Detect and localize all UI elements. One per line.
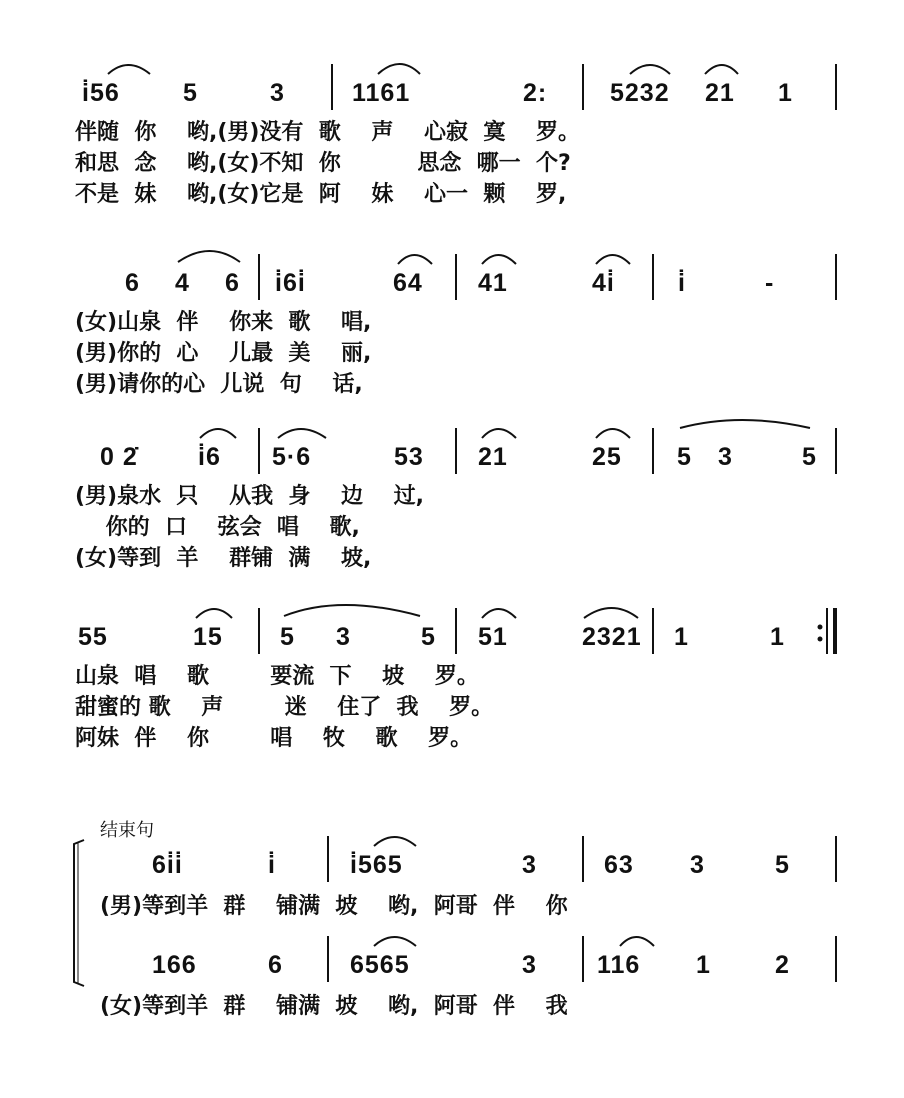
note-group: 6 [225, 269, 240, 297]
note-group: i̇ [268, 851, 276, 879]
lyric-line: 山泉 唱 歌 要流 下 坡 罗。 [75, 664, 479, 689]
slur-marks [0, 622, 904, 662]
note-group: 2 [775, 951, 790, 979]
note-group: 5·6 [272, 443, 312, 471]
lyric-line: (男)等到羊 群 铺满 坡 哟, 阿哥 伴 你 [100, 894, 568, 919]
slur-marks [0, 78, 904, 118]
note-group: 3 [522, 851, 537, 879]
note-group: 1 [778, 79, 793, 107]
note-group: 3 [690, 851, 705, 879]
note-group: 1 [696, 951, 711, 979]
slur-marks [0, 442, 904, 482]
note-group: i̇6i̇ [275, 269, 306, 297]
lyric-line: 阿妹 伴 你 唱 牧 歌 罗。 [75, 726, 473, 751]
lyric-line: 甜蜜的 歌 声 迷 住了 我 罗。 [75, 695, 494, 720]
lyric-line: (女)等到 羊 群铺 满 坡, [75, 546, 372, 571]
note-group: 5 [677, 443, 692, 471]
lyric-line: (男)请你的心 儿说 句 话, [75, 372, 363, 397]
note-group: 4i̇ [592, 269, 615, 297]
note-group: 5 [775, 851, 790, 879]
note-group: 6565 [350, 951, 410, 979]
note-group: 15 [193, 623, 223, 651]
note-group: 5 [802, 443, 817, 471]
note-group: 2: [523, 79, 548, 107]
note-group: 166 [152, 951, 197, 979]
note-group: 63 [604, 851, 634, 879]
note-group: 1 [674, 623, 689, 651]
note-group: 3 [718, 443, 733, 471]
note-group: 5 [183, 79, 198, 107]
note-group: 5 [280, 623, 295, 651]
note-group: i̇6 [198, 443, 221, 471]
note-group: 64 [393, 269, 423, 297]
system-4 [0, 622, 904, 762]
slur-marks [0, 268, 904, 308]
lyric-line: 伴随 你 哟,(男)没有 歌 声 心寂 寞 罗。 [75, 120, 580, 145]
lyric-line: (女)山泉 伴 你来 歌 唱, [75, 310, 372, 335]
note-group: 51 [478, 623, 508, 651]
ending-male-part [0, 850, 904, 930]
note-group: 6i̇i̇ [152, 851, 183, 879]
note-group: 21 [478, 443, 508, 471]
note-group: 3 [336, 623, 351, 651]
note-group: 4 [175, 269, 190, 297]
note-group: 0 2̇ [100, 443, 138, 471]
note-group: - [765, 269, 775, 297]
lyric-line: (女)等到羊 群 铺满 坡 哟, 阿哥 伴 我 [100, 994, 568, 1019]
note-group: 6 [268, 951, 283, 979]
note-group: 1 [770, 623, 785, 651]
lyric-line: (男)泉水 只 从我 身 边 过, [75, 484, 425, 509]
note-group: 6 [125, 269, 140, 297]
note-group: 5232 [610, 79, 670, 107]
lyric-line: 和思 念 哟,(女)不知 你 思念 哪一 个? [75, 151, 571, 176]
lyric-line: 不是 妹 哟,(女)它是 阿 妹 心一 颗 罗, [75, 182, 567, 207]
ending-label: 结束句 [100, 820, 154, 841]
note-group: 116 [597, 951, 641, 979]
system-3 [0, 442, 904, 582]
slur-marks [0, 850, 904, 890]
lyric-line: 你的 口 弦会 唱 歌, [75, 515, 360, 540]
ending-female-part [0, 950, 904, 1030]
note-group: i̇56 [82, 79, 120, 107]
note-group: 41 [478, 269, 508, 297]
note-group: 21 [705, 79, 735, 107]
slur-marks [0, 950, 904, 990]
note-group: 1161 [352, 79, 411, 107]
note-group: 55 [78, 623, 108, 651]
note-group: 53 [394, 443, 424, 471]
note-group: 25 [592, 443, 622, 471]
note-group: 2321 [582, 623, 642, 651]
lyric-line: (男)你的 心 儿最 美 丽, [75, 341, 372, 366]
system-2 [0, 268, 904, 408]
note-group: 5 [421, 623, 436, 651]
system-1 [0, 78, 904, 218]
note-group: 3 [522, 951, 537, 979]
note-group: i̇ [678, 269, 686, 297]
note-group: 3 [270, 79, 285, 107]
note-group: i̇565 [350, 851, 403, 879]
